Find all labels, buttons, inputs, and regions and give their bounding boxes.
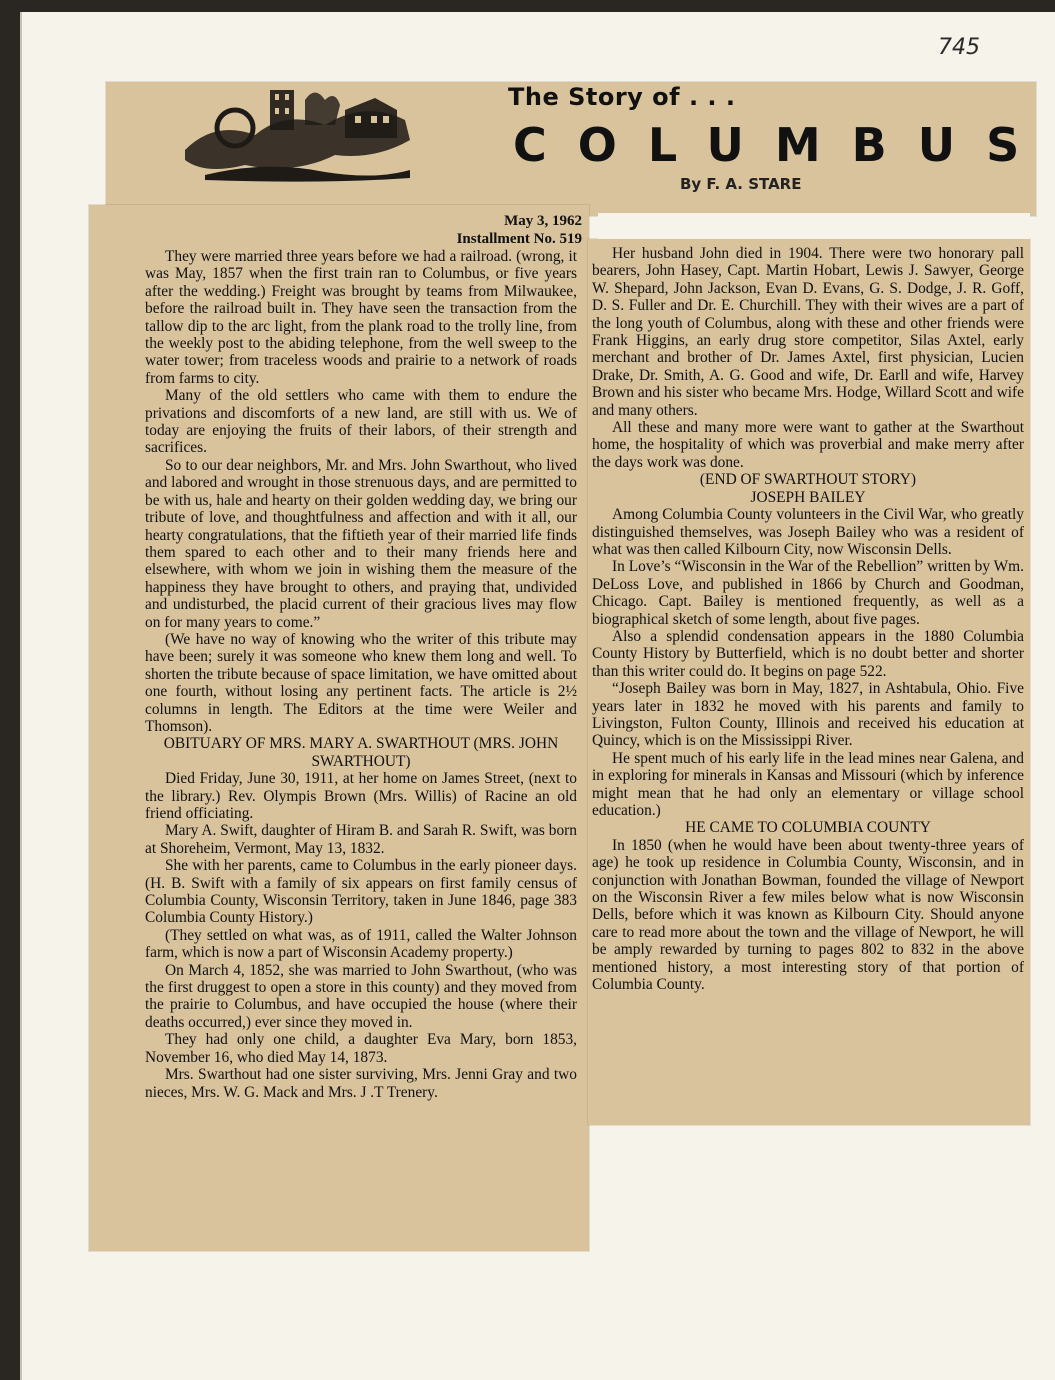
- paragraph: All these and many more were want to gather at the Swarthout home, the hospitality of which was proverbial and make merry after the days work was done.: [592, 419, 1024, 471]
- paragraph: So to our dear neighbors, Mr. and Mrs. John Swarthout, who lived and labored and wrought in those strenuous days, and are permitted to be with us, hale and hearty on their golden wedding day, we bring our tribute of love, and thoughtfulness and affection and with it all, our hearty congratulations, that the fiftieth year of their married life finds them spared to each other and to their many friends here and elsewhere, with whom we join in wishing them the measure of the happiness they have brought to others, and praying that, undivided and undisturbed, the placid current of their gracious lives may flow on for many years to come.”: [145, 456, 577, 631]
- header-kicker: The Story of . . .: [508, 83, 736, 111]
- paragraph: (We have no way of knowing who the writer of this tribute may have been; surely it was someone who knew them long and well. To shorten the tribute because of space limitation, we have omitted about one fourth, without losing any pertinent facts. The article is 2½ columns in length. The Editors at the time were Weiler and Thomson).: [145, 630, 577, 735]
- paragraph: Also a splendid condensation appears in the 1880 Columbia County History by Butterfield, which is no doubt better and shorter than this writer could do. It begins on page 522.: [592, 627, 1024, 680]
- paragraph: In 1850 (when he would have been about twenty-three years of age) he took up residence in Columbia County, Wisconsin, and in conjunction with Jonathan Bowman, founded the village of Newport on the Wisconsin River a few miles below what is now Wisconsin Dells, before which it was known as Kilbourn City. Should anyone care to read more about the town and the village of Newport, he will be amply rewarded by turning to pages 802 to 832 in the above mentioned history, a most interesting story of that portion of Columbia County.: [592, 836, 1024, 994]
- page-number: 745: [938, 35, 980, 60]
- paragraph: (They settled on what was, as of 1911, called the Walter Johnson farm, which is now a part of Wisconsin Academy property.): [145, 926, 577, 962]
- paragraph: Mrs. Swarthout had one sister surviving, Mrs. Jenni Gray and two nieces, Mrs. W. G. Mack and Mrs. J .T Trenery.: [145, 1066, 577, 1101]
- header-byline: By F. A. STARE: [680, 175, 802, 193]
- section-heading: (END OF SWARTHOUT STORY): [699, 471, 917, 489]
- paragraph: Her husband John died in 1904. There were two honorary pall bearers, John Hasey, Capt. Martin Hobart, Lewis J. Sawyer, George W. Shepard, John Jackson, Evan D. Evans, G. S. Dodge, J. R. Goff, D. S. Fuller and Dr. E. Churchill. They with their wives are a part of the long youth of Columbus, along with these and other friends were Frank Higgins, an early drug store competitor, Silas Axtel, early merchant and brother of Dr. James Axtel, first physician, Lucien Drake, Dr. Smith, A. G. Good and wife, Dr. Earll and wife, Harvey Brown and his sister who became Mrs. Hodge, Willard Scott and wife and many others.: [592, 245, 1024, 419]
- paragraph: Among Columbia County volunteers in the Civil War, who greatly distinguished themselves, was Joseph Bailey who was a resident of what was then called Kilbourn City, now Wisconsin Dells.: [592, 506, 1024, 558]
- paragraph: She with her parents, came to Columbus in the early pioneer days. (H. B. Swift with a family of six appears on first family census of Columbia County, Wisconsin Territory, taken in June 1846, page 383 Columbia County History.): [145, 857, 577, 927]
- paragraph: On March 4, 1852, she was married to John Swarthout, (who was the first druggest to open a store in this county) and they moved from the prairie to Columbus, and have occupied the house (where their deaths occurred,) ever since they moved in.: [145, 961, 577, 1031]
- paragraph: In Love’s “Wisconsin in the War of the Rebellion” written by Wm. DeLoss Love, and published in 1866 by Church and Goodman, Chicago. Capt. Bailey is mentioned frequently, as well as a biographical sketch of some length, about five pages.: [592, 558, 1024, 628]
- installment-date: May 3, 1962: [504, 213, 582, 229]
- article-column-right: [592, 245, 1024, 993]
- paragraph: They had only one child, a daughter Eva Mary, born 1853, November 16, who died May 14, 1873.: [145, 1031, 577, 1066]
- section-heading: HE CAME TO COLUMBIA COUNTY: [685, 819, 931, 837]
- section-heading: OBITUARY OF MRS. MARY A. SWARTHOUT (MRS. JOHN SWARTHOUT): [163, 735, 559, 770]
- paragraph: Died Friday, June 30, 1911, at her home on James Street, (next to the library.) Rev. Olympis Brown (Mrs. Willis) of Racine an old friend officiating.: [145, 770, 577, 822]
- paragraph: Mary A. Swift, daughter of Hiram B. and Sarah R. Swift, was born at Shoreheim, Vermont, May 13, 1832.: [145, 822, 577, 857]
- clipping-cutout: [598, 213, 1030, 239]
- section-heading: JOSEPH BAILEY: [750, 488, 866, 506]
- paragraph: They were married three years before we had a railroad. (wrong, it was May, 1857 when the first train ran to Columbus, or five years after the wedding.) Freight was brought by teams from Milwaukee, before the railroad built in. They have seen the transaction from the tallow dip to the arc light, from the plank road to the trolly line, from the weekly post to the abiding telephone, from the well sweep to the water tower; from traceless woods and prairie to a network of roads from farms to city.: [145, 248, 577, 387]
- mill-woodcut-illustration: [175, 80, 415, 184]
- paragraph: He spent much of his early life in the lead mines near Galena, and in exploring for minerals in Kansas and Missouri (which by inference might mean that he had only an elementary or village school education.): [592, 749, 1024, 819]
- paragraph: Many of the old settlers who came with them to endure the privations and discomforts of a new land, are still with us. We of today are enjoying the fruits of their labors, of their strength and sacrifices.: [145, 387, 577, 457]
- article-column-left: [145, 248, 577, 1101]
- installment-number: Installment No. 519: [456, 231, 582, 247]
- paragraph: “Joseph Bailey was born in May, 1827, in Ashtabula, Ohio. Five years later in 1832 he moved with his parents and family to Livingston, Fulton County, Illinois and received his education at Quincy, which is on the Mississippi River.: [592, 680, 1024, 750]
- header-title: COLUMBUS: [513, 118, 1051, 172]
